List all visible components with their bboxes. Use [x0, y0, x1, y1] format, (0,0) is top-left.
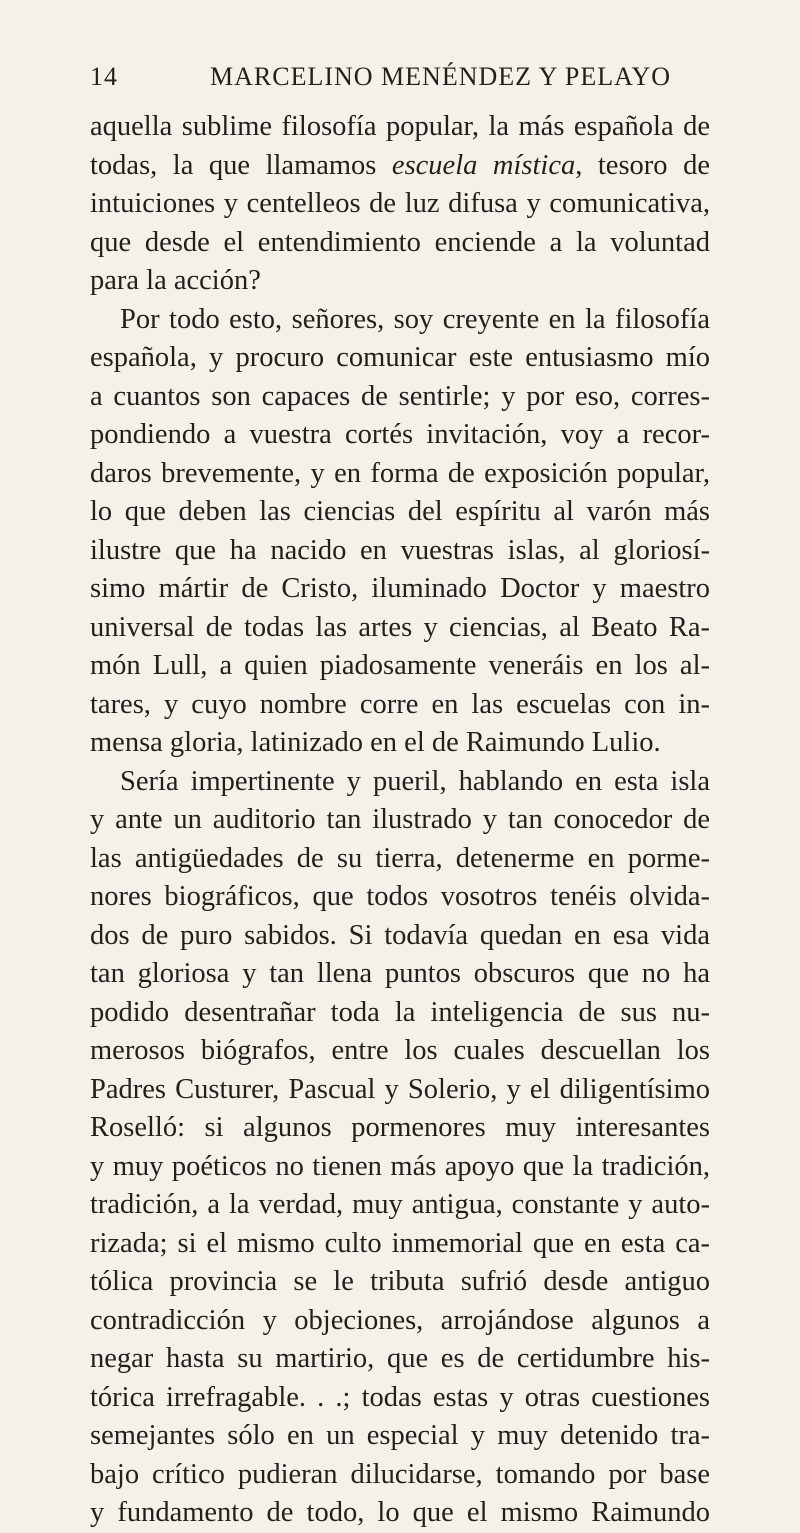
text-line: intuiciones y centelleos de luz difusa y comunicativa,: [90, 188, 710, 219]
text-line: para la acción?: [90, 265, 261, 296]
text-line: Por todo esto, señores, soy creyente en la filosofía: [120, 303, 710, 335]
text-line: dos de puro sabidos. Si todavía quedan en esa vida: [90, 919, 710, 951]
text-line: y fundamento de todo, lo que el mismo Raimundo: [90, 1497, 710, 1528]
text-segment: , tesoro de: [575, 149, 710, 181]
text-line: que desde el entendimiento enciende a la voluntad: [90, 226, 710, 258]
body-text: [90, 108, 710, 1533]
text-line: pondiendo a vuestra cortés invitación, voy a recor-: [90, 419, 710, 450]
page-number: 14: [90, 62, 118, 91]
text-line: española, y procuro comunicar este entusiasmo mío: [90, 342, 710, 373]
text-line: tradición, a la verdad, muy antigua, constante y auto-: [90, 1189, 710, 1220]
text-line: rizada; si el mismo culto inmemorial que en esta ca-: [90, 1227, 710, 1259]
text-line: ilustre que ha nacido en vuestras islas, al gloriosí-: [90, 534, 710, 566]
text-line: podido desentrañar toda la inteligencia de sus nu-: [90, 996, 710, 1028]
text-line: y muy poéticos no tienen más apoyo que la tradición,: [90, 1150, 710, 1182]
running-title: MARCELINO MENÉNDEZ Y PELAYO: [210, 62, 672, 91]
text-line: bajo crítico pudieran dilucidarse, tomando por base: [90, 1458, 710, 1490]
text-line: tan gloriosa y tan llena puntos obscuros que no ha: [90, 958, 710, 989]
text-line: universal de todas las artes y ciencias, al Beato Ra-: [90, 611, 710, 643]
text-line: merosos biógrafos, entre los cuales descuellan los: [90, 1035, 710, 1066]
text-line: y ante un auditorio tan ilustrado y tan conocedor de: [90, 804, 710, 835]
text-line: Roselló: si algunos pormenores muy interesantes: [90, 1112, 710, 1143]
text-line: tórica irrefragable. . .; todas estas y otras cuestiones: [90, 1381, 710, 1413]
text-line: simo mártir de Cristo, iluminado Doctor y maestro: [90, 573, 710, 604]
text-line: negar hasta su martirio, que es de certidumbre his-: [90, 1343, 710, 1374]
text-line: contradicción y objeciones, arrojándose algunos a: [90, 1304, 710, 1336]
text-line: [90, 147, 710, 186]
text-line: Padres Custurer, Pascual y Solerio, y el diligentísimo: [90, 1073, 710, 1105]
text-line: las antigüedades de su tierra, detenerme en porme-: [90, 842, 710, 874]
italic-term: escuela mística: [391, 149, 576, 181]
text-line: a cuantos son capaces de sentirle; y por eso, corres-: [90, 380, 710, 412]
text-line: tólica provincia se le tributa sufrió desde antiguo: [90, 1266, 710, 1297]
text-segment: todas, la que llamamos: [90, 149, 392, 181]
text-line: mensa gloria, latinizado en el de Raimundo Lulio.: [90, 727, 661, 758]
text-line: Sería impertinente y pueril, hablando en esta isla: [120, 765, 710, 797]
running-head: [90, 62, 710, 96]
text-line: daros brevemente, y en forma de exposición popular,: [90, 457, 710, 489]
text-line: món Lull, a quien piadosamente veneráis en los al-: [90, 650, 710, 681]
text-line: nores biográficos, que todos vosotros tenéis olvida-: [90, 881, 710, 912]
text-line: aquella sublime filosofía popular, la más española de: [90, 111, 710, 142]
text-line: tares, y cuyo nombre corre en las escuelas con in-: [90, 688, 710, 720]
text-line: semejantes sólo en un especial y muy detenido tra-: [90, 1420, 710, 1451]
text-line: lo que deben las ciencias del espíritu al varón más: [90, 496, 710, 527]
